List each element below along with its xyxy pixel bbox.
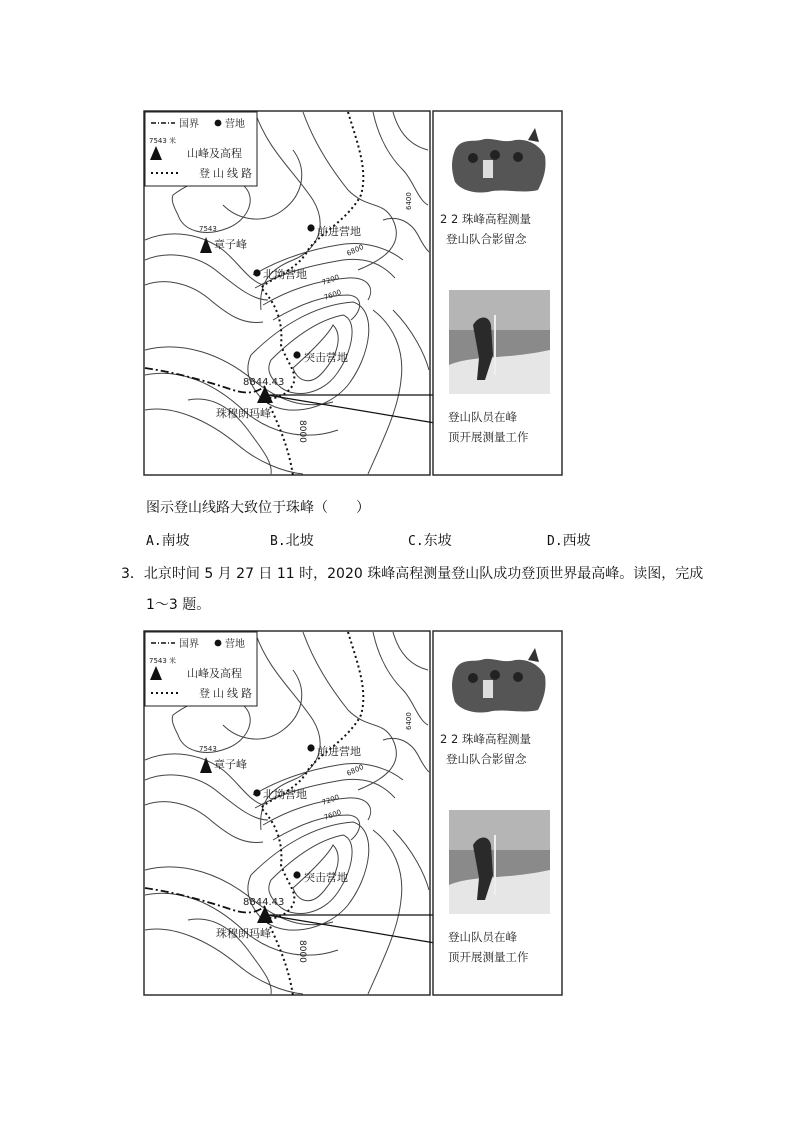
contour-label-6800: 6800 xyxy=(345,763,366,778)
summit-name-label: 珠穆朗玛峰 xyxy=(216,927,271,940)
camp-advance-label: 前进营地 xyxy=(317,225,361,238)
option-a-letter: A. xyxy=(146,534,162,549)
caption-bottom-line1: 登山队员在峰 xyxy=(448,410,517,424)
camp-advance-dot xyxy=(307,744,314,751)
caption-top-line2: 登山队合影留念 xyxy=(446,232,527,246)
camp-north-col-dot xyxy=(253,789,260,796)
caption-bottom-line2: 顶开展测量工作 xyxy=(448,950,529,964)
contour-label-8000: 8000 xyxy=(297,940,307,963)
contour-label-7200: 7200 xyxy=(320,793,341,807)
camp-assault-label: 突击营地 xyxy=(304,871,348,884)
contour-label-6400: 6400 xyxy=(405,192,413,210)
summit-elev-label: 8844.43 xyxy=(243,897,285,908)
camp-north-col-label: 北坳营地 xyxy=(263,788,307,801)
option-d[interactable] xyxy=(547,530,591,550)
summit-photo xyxy=(449,810,550,914)
summit-photo xyxy=(449,290,550,394)
question-3-line1: 3．北京时间 5 月 27 日 11 时，2020 珠峰高程测量登山队成功登顶世界最高峰。读图，完成 xyxy=(121,566,704,582)
caption-bottom-line1: 登山队员在峰 xyxy=(448,930,517,944)
option-a-text: 南坡 xyxy=(161,533,190,549)
legend-camp-icon xyxy=(215,120,222,127)
everest-map-figure-1 xyxy=(143,110,563,478)
legend-peak-elev-sample: 7543 米 xyxy=(149,137,177,145)
camp-north-col-label: 北坳营地 xyxy=(263,268,307,281)
legend-border-label: 国界 xyxy=(179,639,199,650)
legend-route-label: 登山线路 xyxy=(199,167,255,180)
contour-label-7200: 7200 xyxy=(320,273,341,287)
summit-elev-label: 8844.43 xyxy=(243,377,285,388)
camp-assault-label: 突击营地 xyxy=(304,351,348,364)
everest-map-figure-2 xyxy=(143,630,563,998)
nearby-peak-name: 章子峰 xyxy=(214,758,247,771)
camp-advance-dot xyxy=(307,224,314,231)
option-c-letter: C. xyxy=(408,534,424,549)
legend-camp-label: 营地 xyxy=(225,639,245,650)
legend-peak-label: 山峰及高程 xyxy=(187,147,242,160)
legend-peak-elev-sample: 7543 米 xyxy=(149,657,177,665)
caption-top-line1: 2 2 珠峰高程测量 xyxy=(440,732,531,746)
contour-label-8000: 8000 xyxy=(297,420,307,443)
legend-peak-label: 山峰及高程 xyxy=(187,667,242,680)
legend-route-label: 登山线路 xyxy=(199,687,255,700)
option-b[interactable] xyxy=(270,530,314,550)
option-b-text: 北坡 xyxy=(285,533,314,549)
nearby-peak-name: 章子峰 xyxy=(214,238,247,251)
question-stem: 图示登山线路大致位于珠峰（ ） xyxy=(146,500,370,516)
legend-border-label: 国界 xyxy=(179,119,199,130)
option-c[interactable] xyxy=(408,530,452,550)
camp-assault-dot xyxy=(293,351,300,358)
caption-bottom-line2: 顶开展测量工作 xyxy=(448,430,529,444)
nearby-peak-elev: 7543 xyxy=(199,745,217,753)
caption-top-line2: 登山队合影留念 xyxy=(446,752,527,766)
legend-camp-icon xyxy=(215,640,222,647)
contour-label-7600: 7600 xyxy=(322,808,343,822)
question-3-line2: 1～3 题。 xyxy=(146,597,211,613)
camp-assault-dot xyxy=(293,871,300,878)
camp-north-col-dot xyxy=(253,269,260,276)
camp-advance-label: 前进营地 xyxy=(317,745,361,758)
summit-name-label: 珠穆朗玛峰 xyxy=(216,407,271,420)
option-b-letter: B. xyxy=(270,534,286,549)
nearby-peak-elev: 7543 xyxy=(199,225,217,233)
contour-label-6800: 6800 xyxy=(345,243,366,258)
legend-camp-label: 营地 xyxy=(225,119,245,130)
caption-top-line1: 2 2 珠峰高程测量 xyxy=(440,212,531,226)
option-d-letter: D. xyxy=(547,534,563,549)
option-c-text: 东坡 xyxy=(423,533,452,549)
contour-label-7600: 7600 xyxy=(322,288,343,302)
option-d-text: 西坡 xyxy=(562,533,591,549)
option-a[interactable] xyxy=(146,530,190,550)
contour-label-6400: 6400 xyxy=(405,712,413,730)
